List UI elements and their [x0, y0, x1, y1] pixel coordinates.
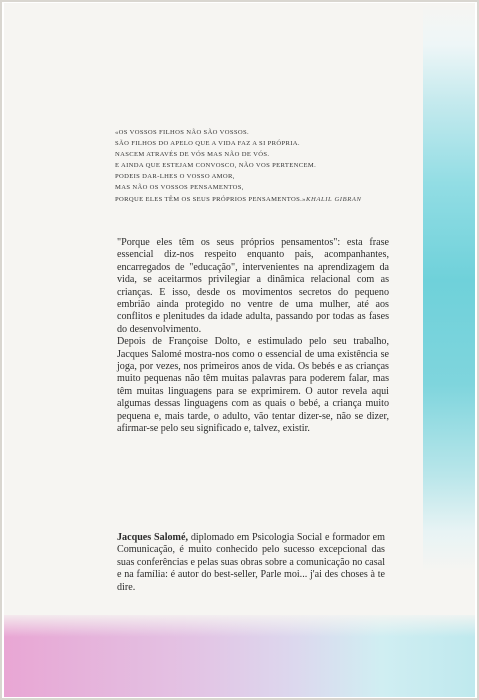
cyan-color-band	[423, 3, 475, 697]
quote-line: NASCEM ATRAVÉS DE VÓS MAS NÃO DE VÓS.	[115, 151, 270, 159]
quote-line: E AINDA QUE ESTEJAM CONVOSCO, NÃO VOS PERTENCEM.	[115, 162, 317, 170]
description-paragraph: Depois de Françoise Dolto, e estimulado pelo seu trabalho, Jacques Salomé mostra-nos como o essencial de uma existência se joga, por vezes, nos primeiros anos de vida. Os bebés e as crianças muito pequenas não têm muitas palavras para poderem falar, mas têm muitas linguagens para se exprimirem. O autor revela aqui algumas dessas linguagens com as quais o bebé, a criança muito pequena e, mais tarde, o adulto, vão tentar dizer-se, não se dizer, afirmar-se pelo seu significado e, talvez, existir.	[117, 336, 389, 435]
description-paragraph: "Porque eles têm os seus próprios pensamentos": esta frase essencial diz-nos respeito enquanto pais, acompanhantes, encarregados de "educação", intervenientes na aprendizagem da vida, se aceitarmos privilegiar a dinâmica relacional com as crianças. E isso, desde os movimentos secretos do pequeno embrião ainda protegido no ventre de uma mulher, até aos conflitos e plenitudes da idade adulta, passando por todas as fases do desenvolvimento.	[117, 237, 389, 335]
quote-author: KHALIL GIBRAN	[306, 196, 362, 203]
author-bio-text: diplomado em Psicologia Social e formador em Comunicação, é muito conhecido pelo sucesso excepcional das suas conferências e pelas suas obras sobre a comunicação no casal e na família: é autor do best-seller, Parle moi... j'ai des choses à te dire.	[117, 532, 386, 593]
quote-line: MAS NÃO OS VOSSOS PENSAMENTOS,	[115, 184, 244, 192]
book-description	[117, 237, 389, 436]
pink-color-band	[4, 615, 475, 697]
epigraph-quote	[115, 127, 415, 205]
quote-line: PORQUE ELES TÊM OS SEUS PRÓPRIOS PENSAMENTOS.»	[115, 195, 306, 203]
author-bio	[117, 532, 385, 594]
quote-line: PODEIS DAR-LHES O VOSSO AMOR,	[115, 173, 235, 181]
author-name: Jacques Salomé,	[117, 532, 188, 543]
author-bio-paragraph	[117, 532, 385, 594]
quote-line: SÃO FILHOS DO APELO QUE A VIDA FAZ A SI PRÓPRIA.	[115, 140, 300, 148]
quote-line: «OS VOSSOS FILHOS NÃO SÃO VOSSOS.	[115, 129, 250, 136]
